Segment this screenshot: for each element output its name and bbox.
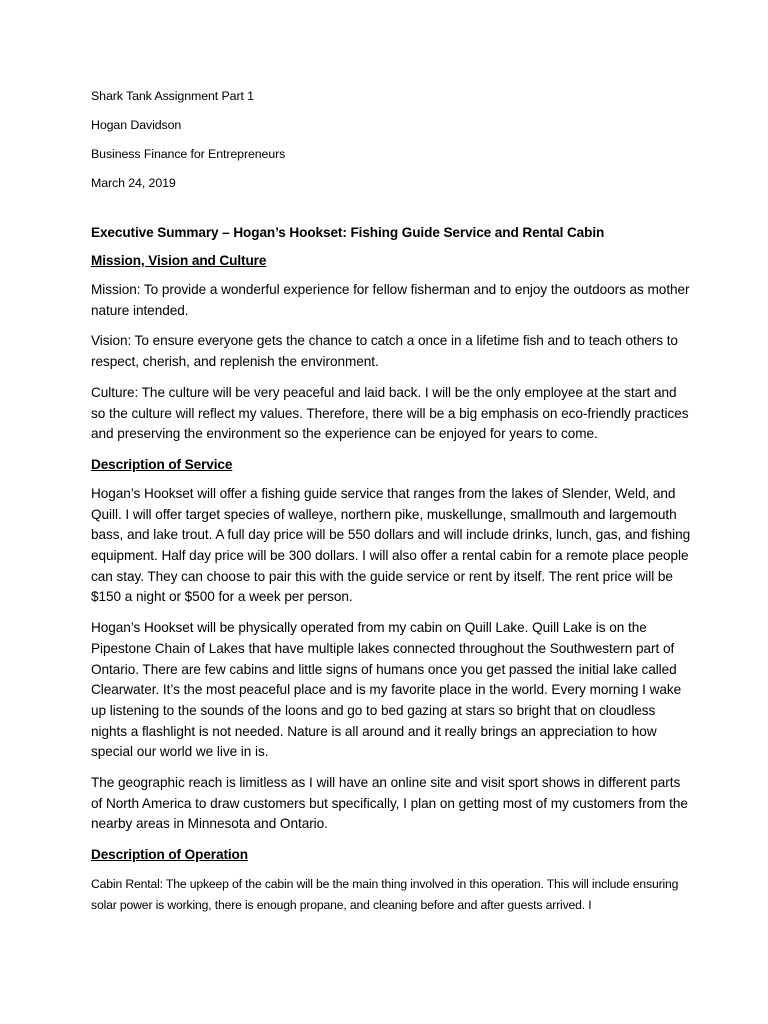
document-page	[91, 86, 691, 925]
service-paragraph-3: The geographic reach is limitless as I will have an online site and visit sport shows in different parts of North America to draw customers but specifically, I plan on getting most of my customers from the nearby areas in Minnesota and Ontario.	[91, 775, 688, 832]
course-name: Business Finance for Entrepreneurs	[91, 147, 286, 161]
service-paragraph-1: Hogan’s Hookset will offer a fishing guide service that ranges from the lakes of Slender, Weld, and Quill. I will offer target species of walleye, northern pike, muskellunge, smallmouth and largemouth bass, and lake trout. A full day price will be 550 dollars and will include drinks, lunch, gas, and fishing equipment. Half day price will be 300 dollars. I will also offer a rental cabin for a remote place people can stay. They can choose to pair this with the guide service or rent by itself. The rent price will be $150 a night or $500 for a week per person.	[91, 485, 691, 605]
service-paragraph-2: Hogan’s Hookset will be physically operated from my cabin on Quill Lake. Quill Lake is on the Pipestone Chain of Lakes that have multiple lakes connected throughout the Southwestern part of Ontario. There are few cabins and little signs of humans once you get passed the initial lake called Clearwater. It’s the most peaceful place and is my favorite place in the world. Every morning I wake up listening to the sounds of the loons and go to bed gazing at stars so bright that on cloudless nights a flashlight is not needed. Nature is all around and it really brings an appreciation to how special our world we live in is.	[91, 620, 682, 760]
culture-paragraph: Culture: The culture will be very peaceful and laid back. I will be the only employee at the start and so the culture will reflect my values. Therefore, there will be a big emphasis on eco-friendly practices and preserving the environment so the experience can be enjoyed for years to come.	[91, 384, 689, 442]
document-date: March 24, 2019	[91, 176, 176, 190]
operation-paragraph-1: Cabin Rental: The upkeep of the cabin will be the main thing involved in this operation. This will include ensuring solar power is working, there is enough propane, and cleaning before and after guests arrived. I	[91, 877, 679, 912]
mission-paragraph: Mission: To provide a wonderful experience for fellow fisherman and to enjoy the outdoors as mother nature intended.	[91, 282, 690, 318]
author-name: Hogan Davidson	[91, 118, 182, 132]
section-heading-service: Description of Service	[91, 456, 233, 472]
executive-summary-title: Executive Summary – Hogan’s Hookset: Fishing Guide Service and Rental Cabin	[91, 225, 605, 240]
section-heading-mission: Mission, Vision and Culture	[91, 253, 267, 268]
section-heading-operation: Description of Operation	[91, 847, 248, 863]
assignment-title: Shark Tank Assignment Part 1	[91, 89, 254, 103]
vision-paragraph: Vision: To ensure everyone gets the chance to catch a once in a lifetime fish and to teach others to respect, cherish, and replenish the environment.	[91, 333, 678, 370]
